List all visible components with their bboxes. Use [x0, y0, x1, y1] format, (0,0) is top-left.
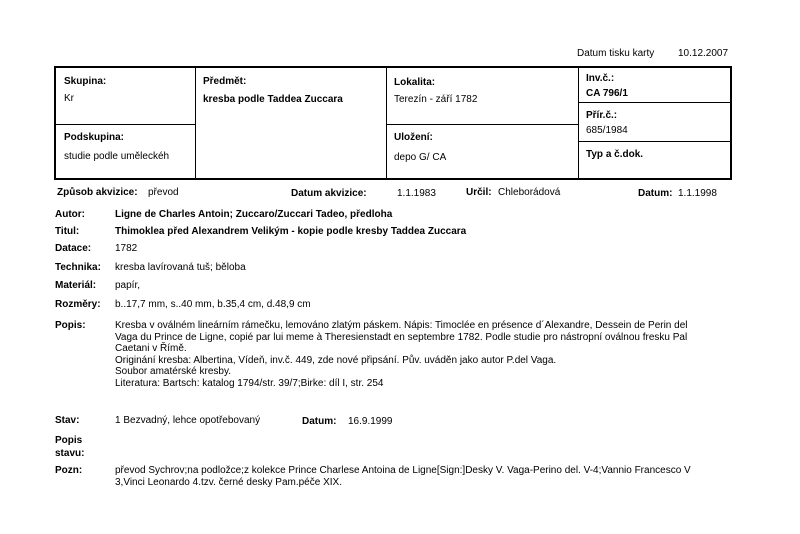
popis-line: Caetani v Římě.	[115, 343, 187, 354]
prir-label: Přír.č.:	[586, 110, 618, 121]
datum-label: Datum:	[638, 188, 673, 199]
inv-value: CA 796/1	[586, 88, 628, 99]
stav-value: 1 Bezvadný, lehce opotřebovaný	[115, 415, 261, 426]
popis-line: Vaga du Prince de Ligne, copié par lui meme à Theresienstadt en septembre 1782. Podle studie pro nástropní oválnou fresku Pal	[115, 331, 688, 343]
divider	[578, 68, 579, 178]
inv-label: Inv.č.:	[586, 73, 615, 84]
titul-value: Thimoklea před Alexandrem Velikým - kopie podle kresby Taddea Zuccara	[115, 226, 467, 237]
print-date-label: Datum tisku karty	[577, 48, 655, 59]
autor-label: Autor:	[55, 209, 85, 220]
rozmery-value: b..17,7 mm, s..40 mm, b.35,4 cm, d.48,9 cm	[115, 299, 311, 310]
podskupina-value: studie podle uměleckéh	[64, 151, 170, 162]
material-value: papír,	[115, 280, 141, 291]
divider	[578, 102, 730, 103]
popis-line: Literatura: Bartsch: katalog 1794/str. 39/7;Birke: díl I, str. 254	[115, 377, 384, 389]
datace-label: Datace:	[55, 243, 92, 254]
prir-value: 685/1984	[586, 125, 628, 136]
rozmery-label: Rozměry:	[55, 299, 101, 310]
stav-datum-value: 16.9.1999	[348, 416, 393, 427]
ulozeni-label: Uložení:	[394, 132, 433, 143]
stav-label: Stav:	[55, 415, 80, 426]
skupina-value: Kr	[64, 93, 74, 104]
record-card-box	[54, 66, 732, 180]
pozn-label: Pozn:	[55, 465, 83, 476]
divider	[56, 124, 195, 125]
urcil-label: Určil:	[466, 187, 492, 198]
datum-akvizice-value: 1.1.1983	[397, 188, 436, 199]
print-date-value: 10.12.2007	[678, 48, 729, 59]
predmet-label: Předmět:	[203, 76, 247, 87]
pozn-line: převod Sychrov;na podložce;z kolekce Prince Charlese Antoina de Ligne[Sign:]Desky V. Vaga-Perino del. V-4;Vannio Francesco V	[115, 465, 691, 476]
pozn-line: 3,Vinci Leonardo 4.tzv. černé desky Pam.péče XIX.	[115, 477, 342, 488]
popis-label: Popis:	[55, 320, 86, 331]
divider	[195, 68, 196, 178]
zpusob-akvizice-label: Způsob akvizice:	[57, 187, 138, 198]
popis-line: Soubor amatérské kresby.	[115, 366, 231, 377]
autor-value: Ligne de Charles Antoin; Zuccaro/Zuccari Tadeo, předloha	[115, 209, 393, 220]
popis-text	[115, 320, 733, 389]
predmet-value: kresba podle Taddea Zuccara	[203, 94, 343, 105]
ulozeni-value: depo G/ CA	[394, 152, 447, 163]
popis-line: Originání kresba: Albertina, Vídeň, inv.č. 449, zde nové připsání. Pův. uváděn jako autor P.del Vaga.	[115, 354, 557, 366]
titul-label: Titul:	[55, 226, 80, 237]
datum-value: 1.1.1998	[678, 188, 717, 199]
popis-line: Kresba v oválném lineárním rámečku, lemováno zlatým páskem. Nápis: Timoclée en présence d´Alexandre, Dessein de Perin del	[115, 320, 688, 331]
technika-value: kresba lavírovaná tuš; běloba	[115, 262, 246, 273]
datum-akvizice-label: Datum akvizice:	[291, 188, 367, 199]
lokalita-value: Terezín - září 1782	[394, 94, 478, 105]
technika-label: Technika:	[55, 262, 101, 273]
divider	[386, 124, 578, 125]
pozn-text	[115, 465, 733, 489]
material-label: Materiál:	[55, 280, 97, 291]
lokalita-label: Lokalita:	[394, 77, 436, 88]
datace-value: 1782	[115, 243, 138, 254]
divider	[386, 68, 387, 178]
popis-stavu-label: Popis stavu:	[55, 435, 85, 459]
zpusob-akvizice-value: převod	[148, 187, 179, 198]
urcil-value: Chleborádová	[498, 187, 561, 198]
stav-datum-label: Datum:	[302, 416, 337, 427]
typ-label: Typ a č.dok.	[586, 149, 644, 160]
divider	[578, 141, 730, 142]
podskupina-label: Podskupina:	[64, 132, 125, 143]
skupina-label: Skupina:	[64, 76, 107, 87]
